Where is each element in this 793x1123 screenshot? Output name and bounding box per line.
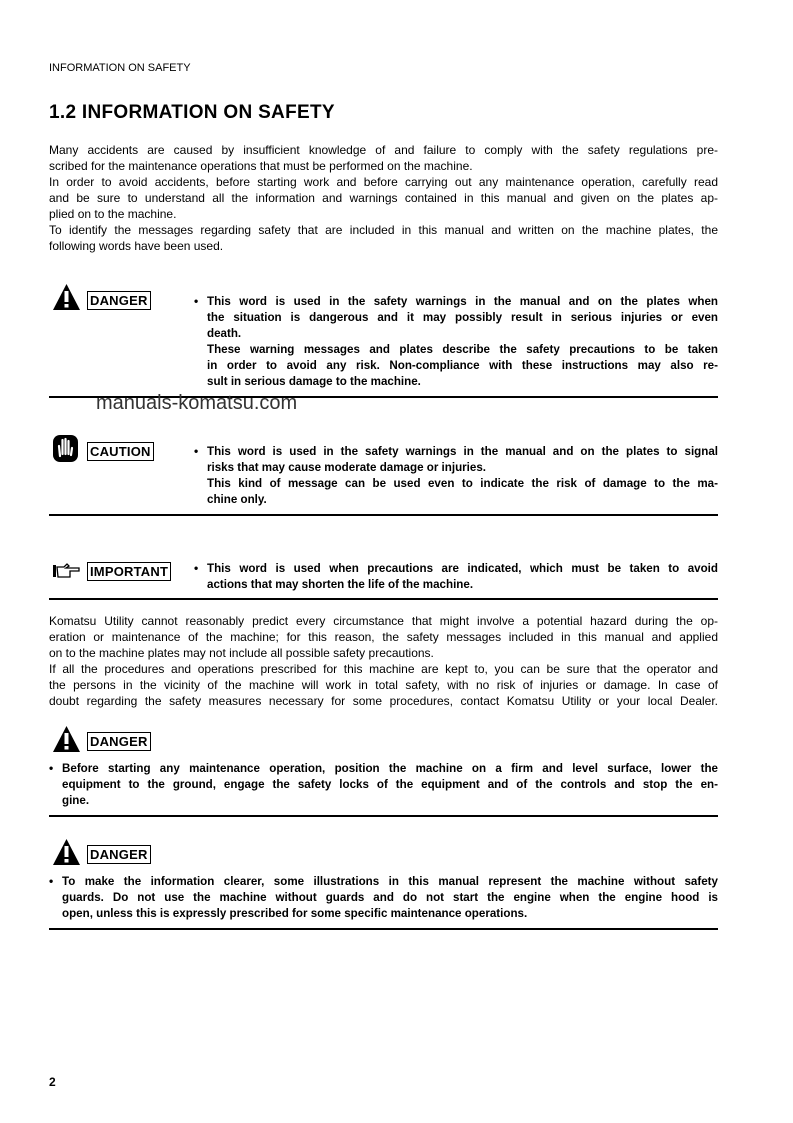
caution-hand-icon xyxy=(52,434,79,463)
danger-message xyxy=(62,874,718,922)
text-line: These warning messages and plates describe the safety precautions to be taken xyxy=(207,343,718,356)
text-line: sult in serious damage to the machine. xyxy=(207,375,421,388)
text-line: This kind of message can be used even to indicate the risk of damage to the ma- xyxy=(207,477,718,490)
intro-paragraph xyxy=(49,142,718,254)
divider xyxy=(49,815,718,817)
danger-warning-icon xyxy=(52,838,81,866)
bullet: • xyxy=(49,874,54,888)
text-line: plied on to the machine. xyxy=(49,207,177,221)
danger-label: DANGER xyxy=(87,291,151,310)
bullet: • xyxy=(49,761,54,775)
text-line: In order to avoid accidents, before starting work and before carrying out any maintenance operation, carefully read xyxy=(49,175,718,189)
text-line: equipment to the ground, engage the safety locks of the equipment and of the controls and stop the en- xyxy=(62,778,718,791)
danger-message xyxy=(62,761,718,809)
bullet: • xyxy=(194,561,199,575)
danger-definition-text xyxy=(207,294,718,390)
text-line: Many accidents are caused by insufficient knowledge of and failure to comply with the safety regulations pre- xyxy=(49,143,718,157)
divider xyxy=(49,514,718,516)
danger-warning-icon xyxy=(52,283,81,311)
section-title: 1.2 INFORMATION ON SAFETY xyxy=(49,102,335,123)
text-line: the situation is dangerous and it may possibly result in serious injuries or even xyxy=(207,311,718,324)
text-line: on to the machine plates may not include all possible safety precautions. xyxy=(49,646,434,660)
text-line: death. xyxy=(207,327,242,340)
text-line: To identify the messages regarding safety that are included in this manual and written on the machine plates, the xyxy=(49,223,718,237)
important-label: IMPORTANT xyxy=(87,562,171,581)
text-line: and be sure to understand all the information and warnings contained in this manual and given on the plates ap- xyxy=(49,191,718,205)
text-line: in order to avoid any risk. Non-compliance with these instructions may also re- xyxy=(207,359,718,372)
text-line: risks that may cause moderate damage or injuries. xyxy=(207,461,487,474)
text-line: chine only. xyxy=(207,493,267,506)
important-definition-text xyxy=(207,561,718,593)
text-line: doubt regarding the safety measures necessary for some procedures, contact Komatsu Utility or your local Dealer. xyxy=(49,694,718,708)
text-line: guards. Do not use the machine without guards and do not start the engine when the engine hood is xyxy=(62,891,718,904)
body-paragraph xyxy=(49,613,718,709)
danger-label: DANGER xyxy=(87,732,151,751)
danger-label: DANGER xyxy=(87,845,151,864)
watermark: manuals-komatsu.com xyxy=(96,392,298,414)
pointing-hand-icon xyxy=(52,563,81,579)
text-line: To make the information clearer, some illustrations in this manual represent the machine without safety xyxy=(62,875,718,888)
bullet: • xyxy=(194,294,199,308)
running-header: INFORMATION ON SAFETY xyxy=(49,62,191,74)
text-line: Komatsu Utility cannot reasonably predict every circumstance that might involve a potential hazard during the op- xyxy=(49,614,718,628)
text-line: This word is used in the safety warnings in the manual and on the plates when xyxy=(207,295,718,308)
divider xyxy=(49,928,718,930)
danger-warning-icon xyxy=(52,725,81,753)
caution-definition-text xyxy=(207,444,718,508)
text-line: following words have been used. xyxy=(49,239,224,253)
text-line: gine. xyxy=(62,794,90,807)
text-line: scribed for the maintenance operations that must be performed on the machine. xyxy=(49,159,473,173)
text-line: This word is used in the safety warnings in the manual and on the plates to signal xyxy=(207,445,718,458)
text-line: Before starting any maintenance operation, position the machine on a firm and level surface, lower the xyxy=(62,762,718,775)
text-line: This word is used when precautions are indicated, which must be taken to avoid xyxy=(207,562,718,575)
text-line: If all the procedures and operations prescribed for this machine are kept to, you can be sure that the operator and xyxy=(49,662,718,676)
page-number: 2 xyxy=(49,1075,56,1089)
bullet: • xyxy=(194,444,199,458)
text-line: open, unless this is expressly prescribed for some specific maintenance operations. xyxy=(62,907,528,920)
caution-label: CAUTION xyxy=(87,442,154,461)
text-line: eration or maintenance of the machine; for this reason, the safety messages included in this manual and applied xyxy=(49,630,718,644)
text-line: the persons in the vicinity of the machine will work in total safety, with no risk of injuries or damage. In case of xyxy=(49,678,718,692)
text-line: actions that may shorten the life of the machine. xyxy=(207,578,474,591)
divider xyxy=(49,598,718,600)
